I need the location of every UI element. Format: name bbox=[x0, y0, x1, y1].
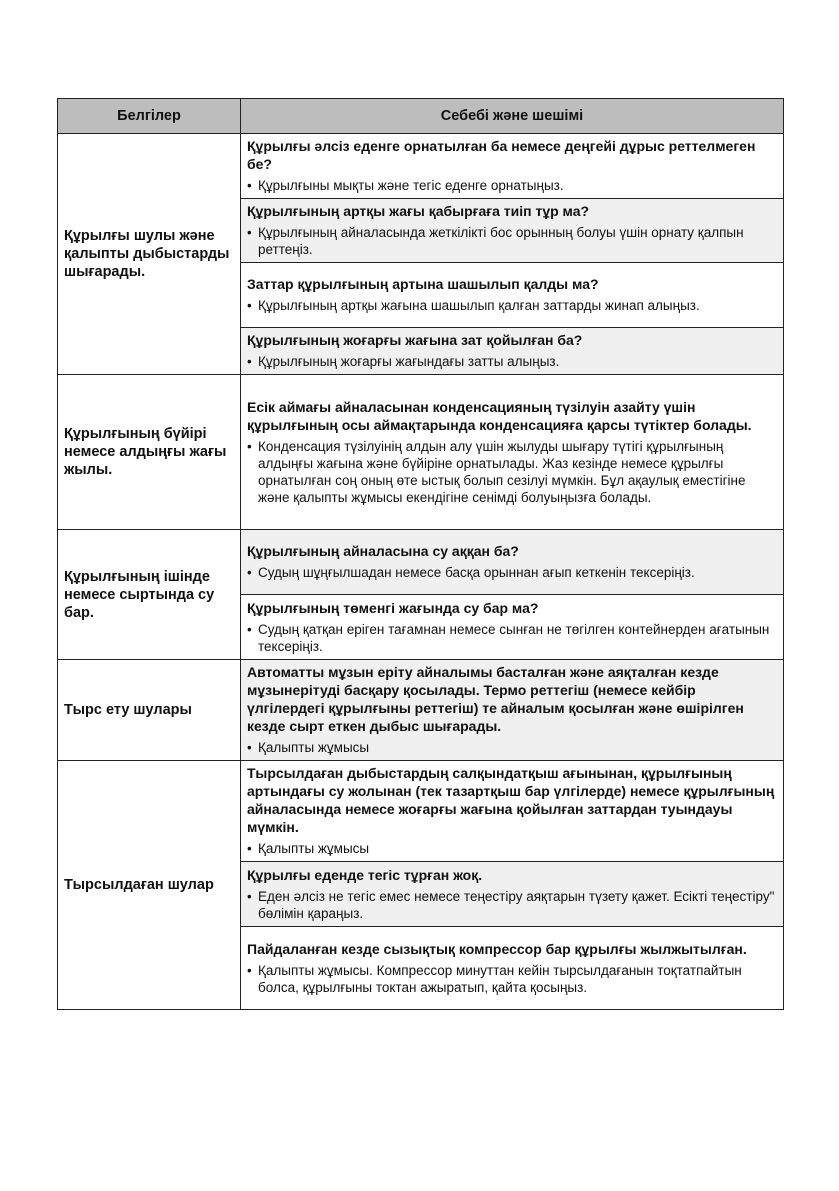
cause-cell bbox=[241, 595, 784, 660]
troubleshooting-table bbox=[57, 98, 784, 1010]
cause-cell bbox=[241, 134, 784, 199]
cause-question: Құрылғының артқы жағы қабырғаға тиіп тұр ма? bbox=[247, 203, 590, 219]
cause-solution: • Құрылғының жоғарғы жағындағы затты алыңыз. bbox=[247, 353, 777, 371]
cause-question: Тырсылдаған дыбыстардың салқындатқыш ағынынан, құрылғының артындағы су жолынан (тек тазартқыш бар үлгілерде) немесе құрылғының айналасында немесе жоғарғы жағына қойылған заттардан туындауы мүмкін. bbox=[247, 765, 775, 835]
symptom-cell: Тырс ету шулары bbox=[58, 660, 241, 761]
cause-cell bbox=[241, 927, 784, 1010]
cause-solution: • Қалыпты жұмысы. Компрессор минуттан кейін тырсылдағанын тоқтатпайтын болса, құрылғыны токтан ажыратып, қайта қосыңыз. bbox=[247, 962, 777, 997]
cause-solution: • Қалыпты жұмысы bbox=[247, 840, 777, 858]
symptom-cell: Тырсылдаған шулар bbox=[58, 761, 241, 1010]
cause-solution: • Конденсация түзілуінің алдын алу үшін жылуды шығару түтігі құрылғының алдыңғы жағына және бүйіріне орнатылады. Жаз кезінде немесе құрылғы орнатылған соң оның өте ыстық болып сезілуі мүмкін. Бұл ақаулық еместігіне және қалыпты жұмысы екендігіне сенімді болуыңызға болады. bbox=[247, 438, 777, 507]
cause-solution: • Судың шұңғылшадан немесе басқа орыннан ағып кеткенін тексеріңіз. bbox=[247, 564, 777, 582]
cause-question: Құрылғы еденде тегіс тұрған жоқ. bbox=[247, 866, 483, 883]
cause-cell bbox=[241, 263, 784, 328]
cause-cell bbox=[241, 862, 784, 927]
header-row bbox=[58, 99, 784, 134]
cause-solution: • Құрылғының артқы жағына шашылып қалған заттарды жинап алыңыз. bbox=[247, 297, 777, 315]
cause-solution: • Еден әлсіз не тегіс емес немесе теңестіру аяқтарын түзету қажет. Есікті теңестіру" бөлімін қараңыз. bbox=[247, 888, 777, 923]
table-row bbox=[58, 660, 784, 761]
cause-solution: • Құрылғыны мықты және тегіс еденге орнатыңыз. bbox=[247, 177, 777, 195]
cause-solution: • Судың қатқан еріген тағамнан немесе сынған не төгілген контейнерден ағатынын тексеріңіз. bbox=[247, 621, 777, 656]
header-cause-solution: Себебі және шешімі bbox=[241, 99, 784, 134]
cause-cell bbox=[241, 375, 784, 530]
cause-cell bbox=[241, 530, 784, 595]
cause-cell bbox=[241, 328, 784, 375]
cause-question: Есік аймағы айналасынан конденсацияның түзілуін азайту үшін құрылғының осы аймақтарында конденсацияға қарсы түтіктер болады. bbox=[247, 398, 752, 433]
symptom-cell: Құрылғының бүйірі немесе алдыңғы жағы жылы. bbox=[58, 375, 241, 530]
cause-solution: • Құрылғының айналасында жеткілікті бос орынның болуы үшін орнату қалпын реттеңіз. bbox=[247, 224, 777, 259]
table-row bbox=[58, 375, 784, 530]
cause-cell bbox=[241, 761, 784, 862]
table-row bbox=[58, 134, 784, 199]
table-row bbox=[58, 530, 784, 595]
cause-question: Құрылғының жоғарғы жағына зат қойылған ба? bbox=[247, 332, 583, 348]
cause-question: Құрылғының айналасына су аққан ба? bbox=[247, 543, 519, 559]
cause-cell bbox=[241, 660, 784, 761]
cause-cell bbox=[241, 199, 784, 263]
symptom-cell: Құрылғы шулы және қалыпты дыбыстарды шығарады. bbox=[58, 134, 241, 375]
cause-question: Құрылғының төменгі жағында су бар ма? bbox=[247, 599, 539, 616]
cause-question: Құрылғы әлсіз еденге орнатылған ба немесе деңгейі дұрыс реттелмеген бе? bbox=[247, 138, 756, 172]
table-row bbox=[58, 761, 784, 862]
header-symptoms: Белгілер bbox=[58, 99, 241, 134]
cause-question: Автоматты мұзын еріту айналымы басталған және аяқталған кезде мұзынерітуді басқару қосылады. Термо реттегіш (немесе кейбір үлгілердегі құрылғыны реттегіш) те айналым қосылған және өшірілген кезде сырт еткен дыбыс шығарады. bbox=[247, 664, 744, 734]
cause-question: Пайдаланған кезде сызықтық компрессор бар құрылғы жылжытылған. bbox=[247, 940, 747, 957]
cause-solution: • Қалыпты жұмысы bbox=[247, 739, 777, 757]
symptom-cell: Құрылғының ішінде немесе сыртында су бар. bbox=[58, 530, 241, 660]
cause-question: Заттар құрылғының артына шашылып қалды ма? bbox=[247, 276, 599, 292]
